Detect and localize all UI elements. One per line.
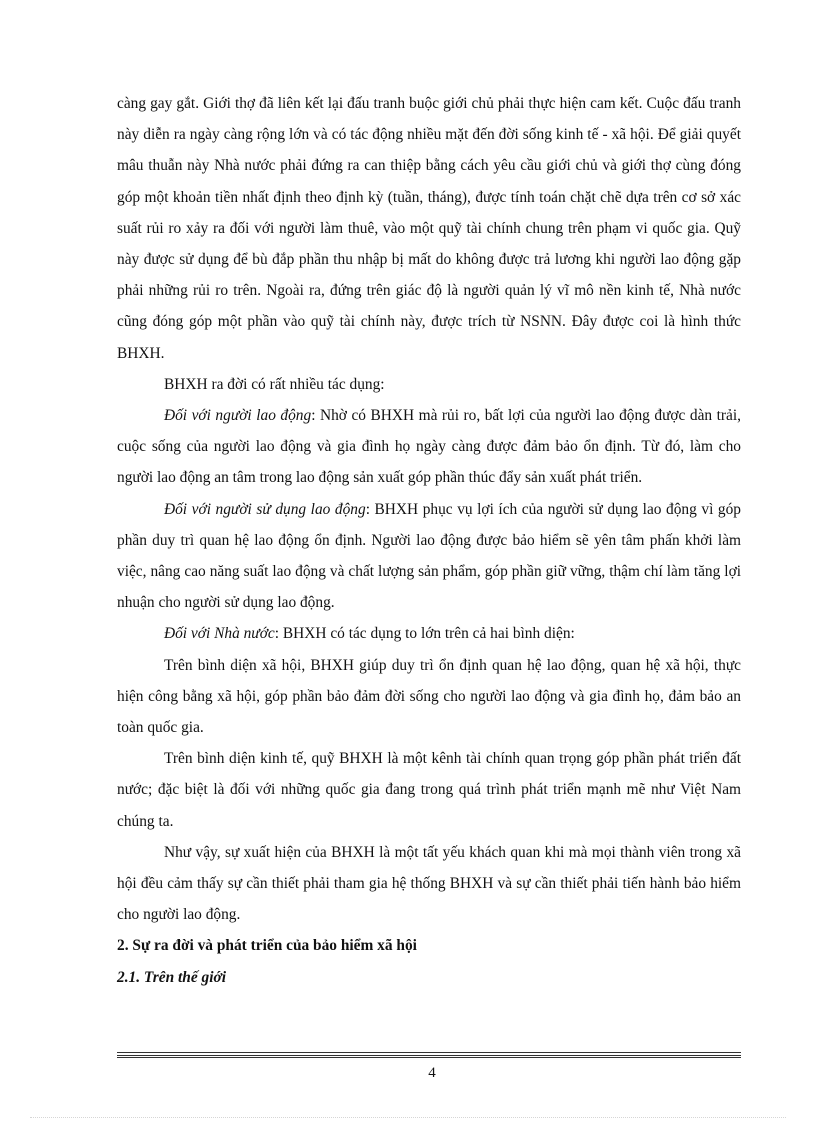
paragraph-3 [117, 400, 741, 494]
footer-rule [117, 1052, 741, 1058]
paragraph-3-text: : Nhờ có BHXH mà rủi ro, bất lợi của người lao động được dàn trải, cuộc sống của người lao động và gia đình họ ngày càng được đảm bảo ổn định. Từ đó, làm cho người lao động an tâm trong lao động sản xuất góp phần thúc đẩy sản xuất phát triển. [117, 407, 741, 487]
paragraph-5-lead: Đối với Nhà nước [164, 625, 275, 643]
page-edge-divider [30, 1117, 786, 1118]
paragraph-3-lead: Đối với người lao động [164, 407, 312, 425]
paragraph-4-text: : BHXH phục vụ lợi ích của người sử dụng lao động vì góp phần duy trì quan hệ lao động ổn định. Người lao động được bảo hiểm sẽ yên tâm phấn khởi làm việc, nâng cao năng suất lao động và chất lượng sản phẩm, góp phần giữ vững, thậm chí làm tăng lợi nhuận cho người sử dụng lao động. [117, 500, 741, 612]
paragraph-2: BHXH ra đời có rất nhiều tác dụng: [164, 375, 385, 393]
paragraph-4-lead: Đối với người sử dụng lao động [164, 500, 366, 518]
section-heading: 2. Sự ra đời và phát triển của bảo hiểm xã hội [117, 937, 417, 955]
paragraph-4 [117, 494, 741, 619]
paragraph-7: Trên bình diện kinh tế, quỹ BHXH là một kênh tài chính quan trọng góp phần phát triển đất nước; đặc biệt là đối với những quốc gia đang trong quá trình phát triển mạnh mẽ như Việt Nam chúng ta. [117, 750, 741, 830]
document-body [117, 88, 741, 993]
paragraph-6: Trên bình diện xã hội, BHXH giúp duy trì ổn định quan hệ lao động, quan hệ xã hội, thực hiện công bằng xã hội, góp phần bảo đảm đời sống cho người lao động và gia đình họ, đảm bảo an toàn quốc gia. [117, 656, 741, 737]
page-number: 4 [428, 1065, 436, 1081]
paragraph-1: càng gay gắt. Giới thợ đã liên kết lại đấu tranh buộc giới chủ phải thực hiện cam kết. Cuộc đấu tranh này diễn ra ngày càng rộng lớn và có tác động nhiều mặt đến đời sống kinh tế - xã hội. Để giải quyết mâu thuẫn này Nhà nước phải đứng ra can thiệp bằng cách yêu cầu giới chủ và giới thợ cùng đóng góp một khoản tiền nhất định theo định kỳ (tuần, tháng), được tính toán chặt chẽ dựa trên cơ sở xác suất rủi ro xảy ra đối với người làm thuê, vào một quỹ tài chính chung trên phạm vi quốc gia. Quỹ này được sử dụng để bù đắp phần thu nhập bị mất do không được trả lương khi người lao động gặp phải những rủi ro trên. Ngoài ra, đứng trên giác độ là người quản lý vĩ mô nền kinh tế, Nhà nước cũng đóng góp một phần vào quỹ tài chính này, được trích từ NSNN. Đây được coi là hình thức BHXH. [117, 95, 741, 362]
paragraph-8: Như vậy, sự xuất hiện của BHXH là một tất yếu khách quan khi mà mọi thành viên trong xã hội đều cảm thấy sự cần thiết phải tham gia hệ thống BHXH và sự cần thiết phải tiến hành bảo hiểm cho người lao động. [117, 843, 741, 924]
paragraph-5-text: : BHXH có tác dụng to lớn trên cả hai bình diện: [274, 625, 575, 643]
paragraph-5 [117, 618, 741, 649]
subsection-heading: 2.1. Trên thế giới [117, 968, 227, 986]
